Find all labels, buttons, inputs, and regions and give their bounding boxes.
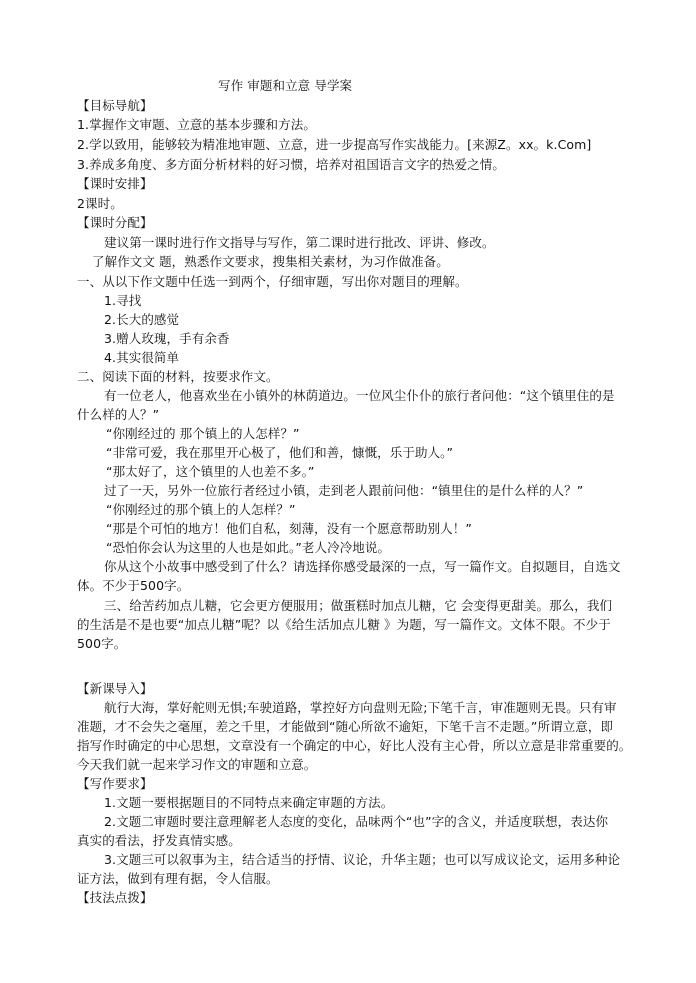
- text-line: 今天我们就一起来学习作文的审题和立意。: [77, 757, 317, 772]
- section-heading-techniques: 【技法点拨】: [77, 890, 153, 905]
- text-line: “那是个可怕的地方！他们自私，刻薄，没有一个愿意帮助别人！”: [106, 521, 472, 536]
- text-line: 3.养成多角度、多方面分析材料的好习惯，培养对祖国语言文字的热爱之情。: [77, 157, 505, 172]
- section-heading-allocation: 【课时分配】: [77, 215, 153, 230]
- text-line: 1.掌握作文审题、立意的基本步骤和方法。: [77, 117, 316, 132]
- text-line: 三、给苦药加点儿糖，它会更方便服用；做蛋糕时加点儿糖，它 会变得更甜美。那么，我们: [104, 598, 613, 613]
- text-line: 一、从以下作文题中任选一到两个，仔细审题，写出你对题目的理解。: [77, 274, 468, 289]
- text-line: “你刚经过的那个镇上的人怎样？”: [106, 502, 296, 517]
- text-line: 二、阅读下面的材料，按要求作文。: [77, 369, 279, 384]
- text-line: 了解作文文 题，熟悉作文要求，搜集相关素材，为习作做准备。: [92, 254, 449, 269]
- section-heading-schedule: 【课时安排】: [77, 176, 153, 191]
- text-line: “你刚经过的 那个镇上的人怎样？”: [106, 426, 300, 441]
- text-line: 有一位老人，他喜欢坐在小镇外的林荫道边。一位风尘仆仆的旅行者问他：“这个镇里住的是: [104, 388, 615, 403]
- text-line: 什么样的人？”: [77, 407, 160, 422]
- text-line: 2.学以致用，能够较为精准地审题、立意，进一步提高写作实战能力。[来源Z。xx。k.Com]: [77, 137, 592, 152]
- text-line: 证方法，做到有理有据，令人信服。: [77, 871, 279, 886]
- list-item: 1.寻找: [104, 293, 142, 308]
- text-line: 过了一天，另外一位旅行者经过小镇，走到老人跟前问他：“镇里住的是什么样的人？”: [104, 483, 584, 498]
- list-item: 3.文题三可以叙事为主，结合适当的抒情、议论，升华主题；也可以写成议论文，运用多种论: [104, 852, 621, 867]
- text-line: 航行大海，掌好舵则无惧;车驶道路，掌控好方向盘则无险;下笔千言，审准题则无畏。只有审: [104, 700, 617, 715]
- list-item: 4.其实很简单: [104, 350, 180, 365]
- text-line: 500字。: [77, 636, 127, 651]
- section-heading-intro: 【新课导入】: [77, 681, 153, 696]
- text-line: 的生活是不是也要“加点儿糖”呢？以《给生活加点儿糖 》为题，写一篇作文。文体不限。不少于: [77, 617, 611, 632]
- text-line: 2课时。: [77, 196, 123, 211]
- text-line: 建议第一课时进行作文指导与写作，第二课时进行批改、评讲、修改。: [104, 235, 495, 250]
- text-line: 真实的看法，抒发真情实感。: [77, 833, 241, 848]
- text-line: 你从这个小故事中感受到了什么？请选择你感受最深的一点，写一篇作文。自拟题目，自选文: [104, 559, 621, 574]
- text-line: 指写作时确定的中心思想，文章没有一个确定的中心，好比人没有主心骨，所以立意是非常重要的。: [77, 738, 632, 753]
- list-item: 1.文题一要根据题目的不同特点来确定审题的方法。: [104, 795, 394, 810]
- section-heading-requirements: 【写作要求】: [77, 776, 153, 791]
- section-heading-goals: 【目标导航】: [77, 98, 153, 113]
- list-item: 2.文题二审题时要注意理解老人态度的变化，品味两个“也”字的含义，并适度联想，表达你: [104, 814, 609, 829]
- text-line: “恐怕你会认为这里的人也是如此。”老人冷冷地说。: [106, 540, 391, 555]
- list-item: 2.长大的感觉: [104, 312, 180, 327]
- list-item: 3.赠人玫瑰，手有余香: [104, 331, 230, 346]
- text-line: “非常可爱，我在那里开心极了，他们和善，慷慨，乐于助人。”: [106, 445, 454, 460]
- text-line: 体。不少于500字。: [77, 578, 190, 593]
- text-line: 准题，才不会失之毫厘，差之千里，才能做到“随心所欲不逾矩，下笔千言不走题。”所谓立意，即: [77, 719, 614, 734]
- document-title: 写作 审题和立意 导学案: [218, 78, 353, 93]
- text-line: “那太好了，这个镇里的人也差不多。”: [106, 464, 315, 479]
